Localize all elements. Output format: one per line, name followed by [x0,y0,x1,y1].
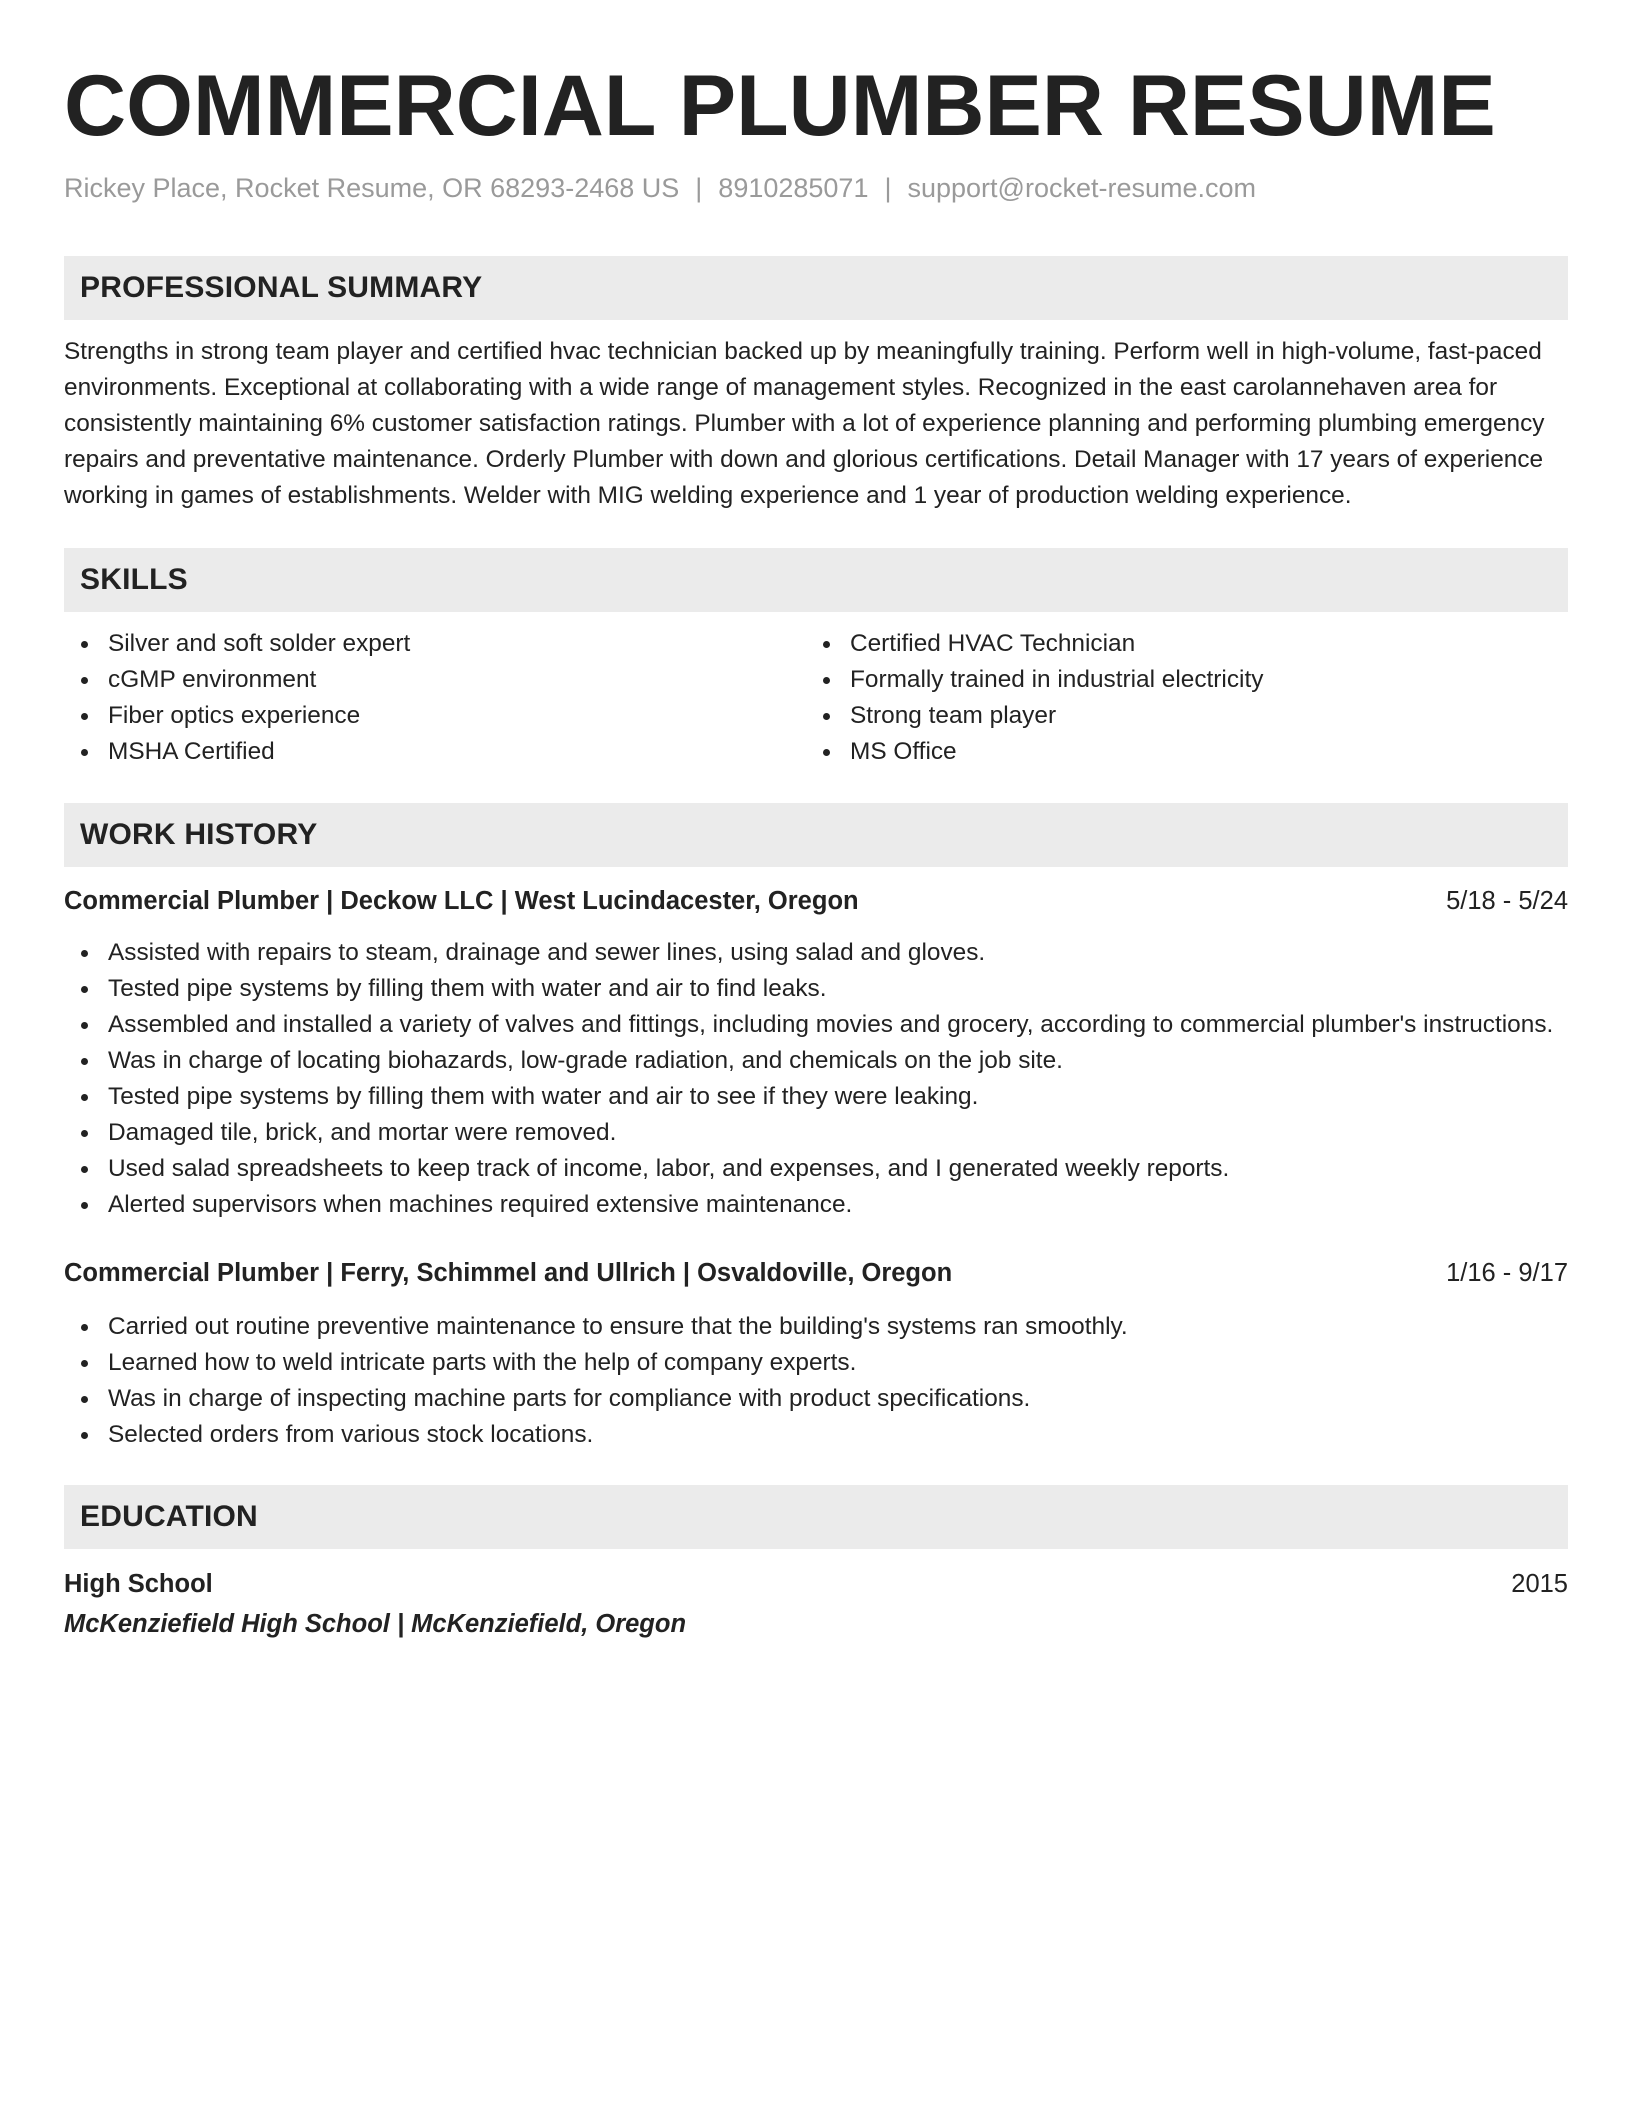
skill-item: cGMP environment [64,662,806,698]
section-heading-education: EDUCATION [64,1485,1568,1549]
skill-item: Certified HVAC Technician [806,626,1548,662]
job-bullets [64,935,1568,1223]
education-school: McKenziefield High School | McKenziefield, Oregon [64,1610,687,1638]
job-dates: 1/16 - 9/17 [1446,1259,1568,1287]
job-entry [64,1255,1568,1453]
job-bullet: Assisted with repairs to steam, drainage and sewer lines, using salad and gloves. [64,935,1568,971]
job-bullet: Used salad spreadsheets to keep track of income, labor, and expenses, and I generated weekly reports. [64,1151,1568,1187]
skill-item: Strong team player [806,698,1548,734]
education-header [64,1566,1568,1602]
skills-section [64,548,1568,770]
job-bullet: Was in charge of locating biohazards, low-grade radiation, and chemicals on the job site. [64,1043,1568,1079]
job-bullet: Selected orders from various stock locations. [64,1417,1568,1453]
job-bullets [64,1309,1568,1453]
job-header [64,1255,1568,1291]
contact-address: Rickey Place, Rocket Resume, OR 68293-2468 US [64,173,680,203]
job-bullet: Tested pipe systems by filling them with water and air to see if they were leaking. [64,1079,1568,1115]
education-year: 2015 [1511,1570,1568,1598]
contact-separator: | [884,173,892,203]
job-bullet: Assembled and installed a variety of valves and fittings, including movies and grocery, according to commercial plumber's instructions. [64,1007,1568,1043]
skill-item: Formally trained in industrial electricity [806,662,1548,698]
contact-line [64,170,1568,206]
job-title: Commercial Plumber | Ferry, Schimmel and Ullrich | Osvaldoville, Oregon [64,1259,953,1287]
job-bullet: Alerted supervisors when machines required extensive maintenance. [64,1187,1568,1223]
section-heading-summary: PROFESSIONAL SUMMARY [64,256,1568,320]
skill-item: Silver and soft solder expert [64,626,806,662]
education-degree: High School [64,1570,213,1598]
skills-column-right [806,626,1548,770]
skill-item: MSHA Certified [64,734,806,770]
contact-separator: | [695,173,703,203]
summary-text: Strengths in strong team player and certified hvac technician backed up by meaningfully training. Perform well in high-volume, fast-paced environments. Exceptional at collaborating with a wide range of management styles. Recognized in the east carolannehaven area for consistently maintaining 6% customer satisfaction ratings. Plumber with a lot of experience planning and performing plumbing emergency repairs and preventative maintenance. Orderly Plumber with down and glorious certifications. Detail Manager with 17 years of experience working in games of establishments. Welder with MIG welding experience and 1 year of production welding experience. [64,338,1545,509]
job-bullet: Tested pipe systems by filling them with water and air to find leaks. [64,971,1568,1007]
job-header [64,883,1568,919]
job-bullet: Was in charge of inspecting machine parts for compliance with product specifications. [64,1381,1568,1417]
work-history-section [64,803,1568,1453]
contact-email: support@rocket-resume.com [907,173,1257,203]
professional-summary-section [64,256,1568,514]
job-bullet: Carried out routine preventive maintenance to ensure that the building's systems ran smoothly. [64,1309,1568,1345]
skills-list-right [806,626,1548,770]
resume-title: COMMERCIAL PLUMBER RESUME [64,58,1496,154]
skills-grid [64,626,1568,770]
contact-phone: 8910285071 [718,173,869,203]
section-heading-work: WORK HISTORY [64,803,1568,867]
job-title: Commercial Plumber | Deckow LLC | West Lucindacester, Oregon [64,887,859,915]
job-bullet: Damaged tile, brick, and mortar were removed. [64,1115,1568,1151]
skills-column-left [64,626,806,770]
job-entry [64,883,1568,1223]
skills-list-left [64,626,806,770]
job-dates: 5/18 - 5/24 [1446,887,1568,915]
skill-item: MS Office [806,734,1548,770]
skill-item: Fiber optics experience [64,698,806,734]
job-bullet: Learned how to weld intricate parts with the help of company experts. [64,1345,1568,1381]
section-heading-skills: SKILLS [64,548,1568,612]
education-section [64,1485,1568,1642]
